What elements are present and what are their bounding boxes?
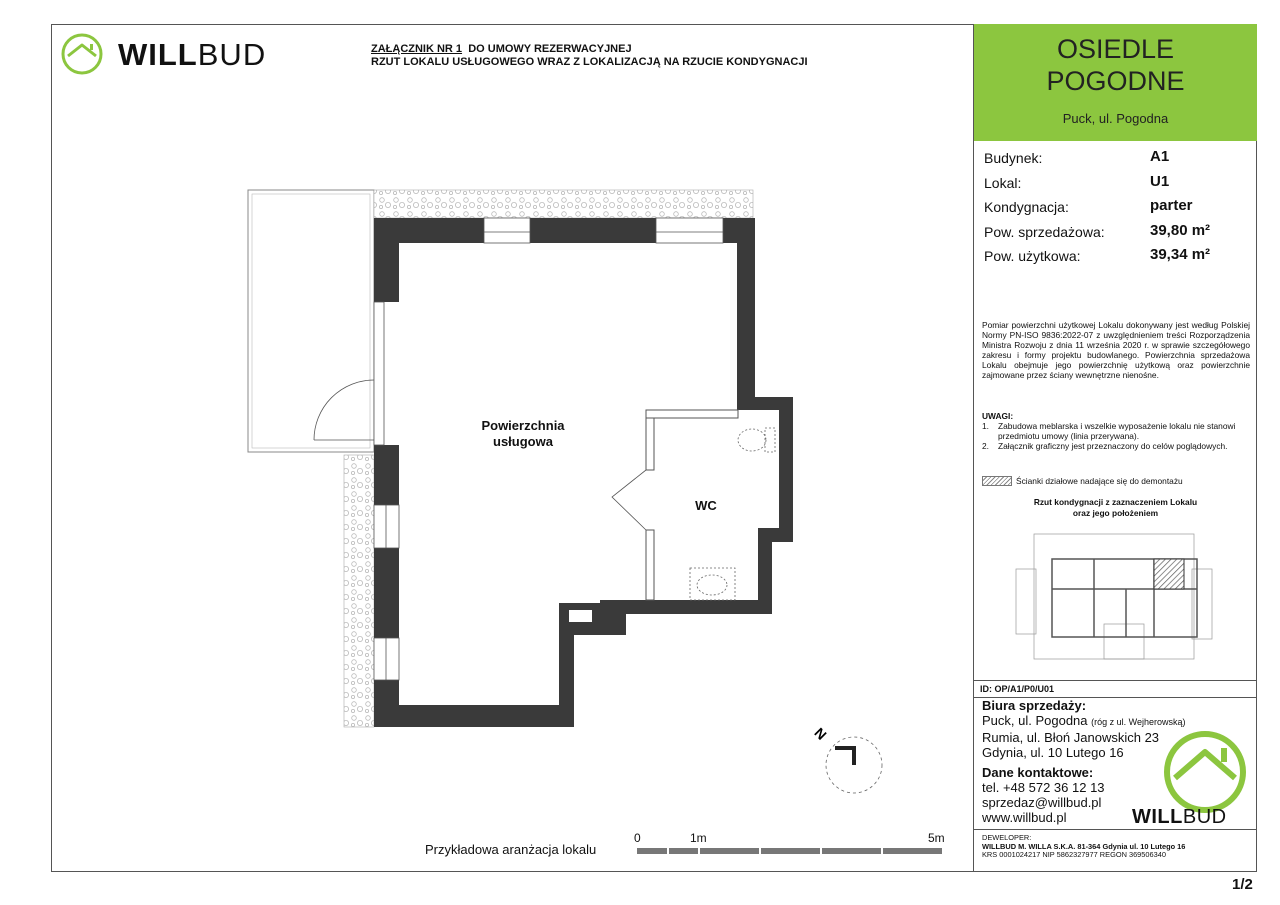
estate-title-line1: OSIEDLE	[1056, 34, 1175, 64]
developer-info	[974, 829, 1257, 860]
param-row: Kondygnacja: parter	[984, 197, 1193, 215]
unit-parameters	[984, 148, 1249, 271]
scale-tick-0: 0	[634, 831, 641, 845]
developer-ids: KRS 0001024217 NIP 5862327977 REGON 369506340	[982, 850, 1166, 859]
contact-email[interactable]: sprzedaz@willbud.pl	[982, 795, 1102, 810]
demolition-legend: Ścianki działowe nadające się do demontażu	[982, 476, 1183, 486]
scale-caption: Przykładowa aranżacja lokalu	[425, 842, 597, 857]
scale-tick-1m: 1m	[690, 831, 707, 845]
param-row: Lokal: U1	[984, 172, 1170, 191]
key-plan-thumbnail	[1014, 529, 1234, 664]
office-gdynia: Gdynia, ul. 10 Lutego 16	[982, 745, 1124, 760]
walls	[374, 218, 793, 727]
developer-name: WILLBUD M. WILLA S.K.A. 81-364 Gdynia ul. 10 Lutego 16	[982, 841, 1186, 851]
logo-wordmark: WILLBUD	[118, 37, 267, 72]
room-label-wc: WC	[695, 498, 717, 513]
room-label-service-area: Powierzchnia usługowa	[481, 418, 565, 449]
contact-phone[interactable]: tel. +48 572 36 12 13	[982, 780, 1105, 795]
estate-title-line2: POGODNE	[1046, 66, 1185, 96]
measurement-note: Pomiar powierzchni użytkowej Lokalu dokonywany jest według Polskiej Normy PN-ISO 9836:2022-07 z uwzględnieniem treści Rozporządzenia Ministra Rozwoju z dnia 11 września 2020 r. w sprawie szczegółowego zakresu i formy projektu budowlanego. Powierzchnia sprzedażowa Lokalu obejmuje jego powierzchnię użytkową oraz powierzchnie zajmowane przez ściany wewnętrzne nienośne.	[982, 320, 1250, 380]
hatch-swatch-icon	[982, 476, 1012, 486]
estate-banner	[974, 24, 1257, 141]
header-subtitle: RZUT LOKALU USŁUGOWEGO WRAZ Z LOKALIZACJĄ NA RZUCIE KONDYGNACJI	[371, 56, 808, 68]
contact-web[interactable]: www.willbud.pl	[982, 810, 1067, 825]
office-rumia: Rumia, ul. Błoń Janowskich 23	[982, 730, 1160, 745]
attachment-rest: DO UMOWY REZERWACYJNEJ	[468, 43, 632, 55]
shaft-opening	[569, 610, 592, 622]
stone-strip-top	[374, 190, 753, 218]
scale-bar	[637, 848, 942, 854]
svg-text:N: N	[811, 724, 830, 743]
remarks-title: UWAGI:	[982, 411, 1014, 421]
sales-title: Biura sprzedaży:	[982, 698, 1087, 713]
office-puck: Puck, ul. Pogodna (róg z ul. Wejherowską)	[982, 713, 1186, 728]
terrace-outline	[248, 190, 374, 452]
info-panel	[973, 24, 1257, 872]
floor-plan-caption: Rzut kondygnacji z zaznaczeniem Lokalu oraz jego położeniem	[1033, 497, 1198, 518]
stone-strip-left	[344, 455, 374, 727]
unit-id-bar	[974, 680, 1257, 698]
north-compass	[811, 724, 882, 793]
param-row: Budynek: A1	[984, 148, 1170, 166]
remark-item: 2. Załącznik graficzny jest przeznaczony do celów poglądowych.	[982, 441, 1228, 451]
developer-label: DEWELOPER:	[982, 833, 1032, 842]
remark-item: 1. Zabudowa meblarska i wszelkie wyposażenie lokalu nie stanowi przedmiotu umowy (linia przerywana).	[982, 421, 1236, 441]
logo-wordmark-large: WILLBUD	[1132, 806, 1227, 828]
scale-tick-5m: 5m	[928, 831, 945, 845]
attachment-number: ZAŁĄCZNIK NR 1	[371, 43, 463, 55]
estate-location: Puck, ul. Pogodna	[1062, 111, 1169, 126]
param-row: Pow. użytkowa: 39,34 m²	[984, 246, 1211, 264]
page-number: 1/2	[1232, 876, 1253, 893]
contact-title: Dane kontaktowe:	[982, 765, 1094, 780]
remarks	[982, 411, 1250, 451]
param-row: Pow. sprzedażowa: 39,80 m²	[984, 221, 1211, 240]
unit-id: ID: OP/A1/P0/U01	[980, 684, 1055, 694]
